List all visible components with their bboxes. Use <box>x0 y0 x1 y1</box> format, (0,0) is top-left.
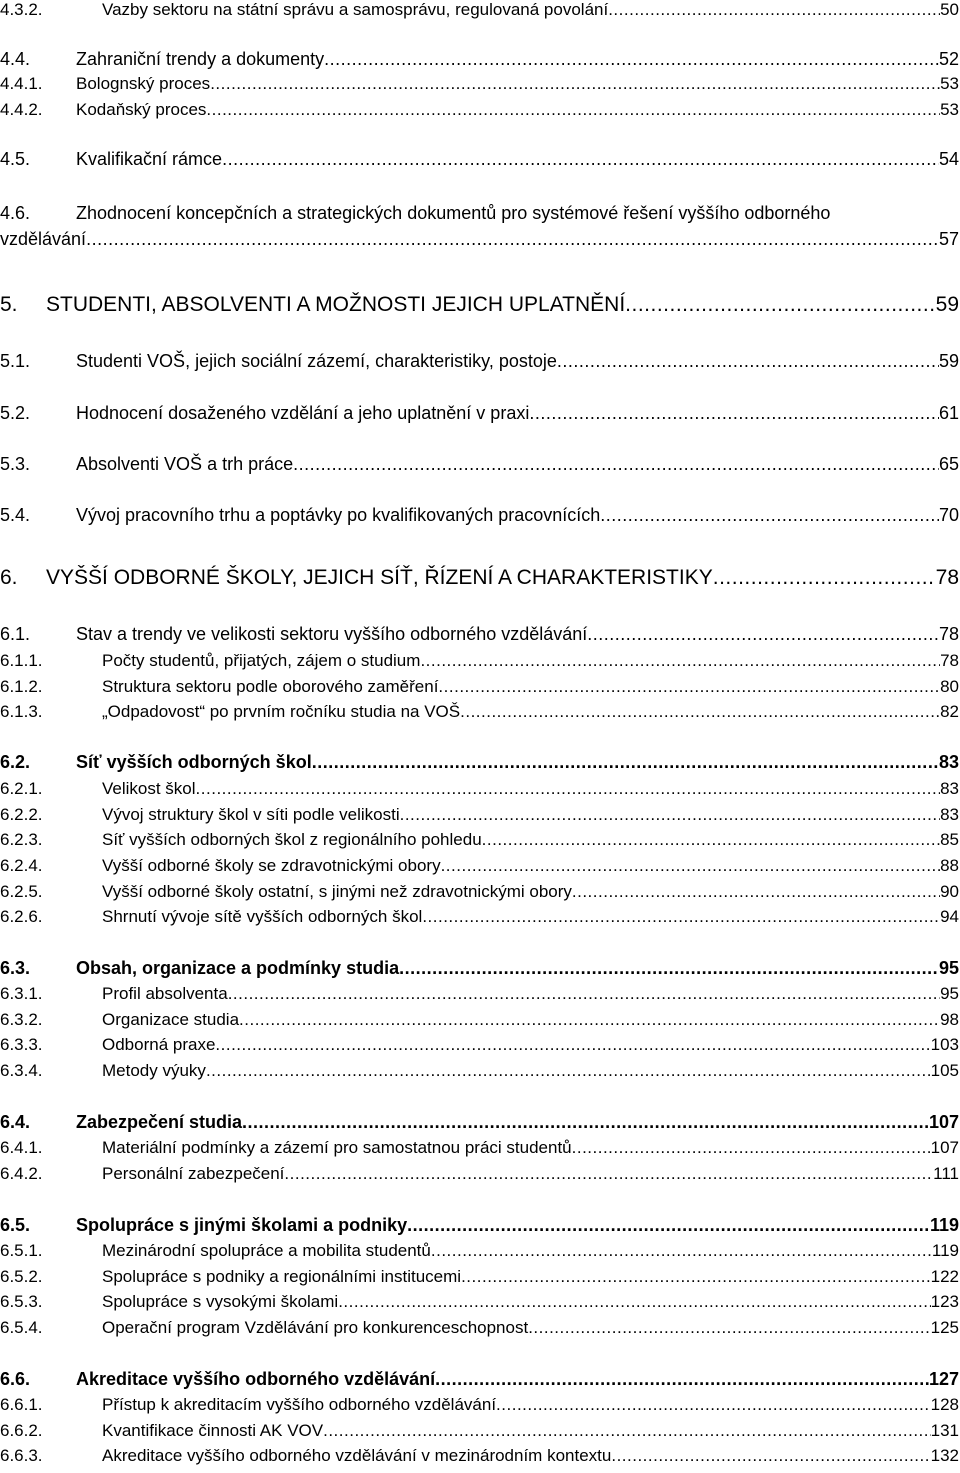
toc-title: Velikost škol <box>102 779 196 798</box>
toc-page: 59 <box>935 293 959 316</box>
toc-leader <box>400 805 940 825</box>
toc-leader <box>431 1241 932 1261</box>
toc-entry-6-1-2[interactable] <box>0 677 959 697</box>
toc-entry-4-4-1[interactable] <box>0 74 959 94</box>
toc-number: 5.2. <box>0 403 31 423</box>
toc-number: 6.4. <box>0 1112 31 1132</box>
toc-page: 53 <box>940 100 959 119</box>
toc-entry-6-1-3[interactable] <box>0 702 959 722</box>
toc-number: 6.1.2. <box>0 677 43 696</box>
toc-leader <box>482 830 940 850</box>
toc-leader <box>572 1138 931 1158</box>
toc-title: Metody výuky <box>102 1061 206 1080</box>
toc-number: 6.3.4. <box>0 1061 43 1080</box>
toc-leader <box>528 1318 930 1338</box>
toc-entry-6-2-6[interactable] <box>0 907 959 927</box>
toc-leader <box>196 779 941 799</box>
toc-number: 6.6.2. <box>0 1421 43 1440</box>
toc-entry-6-2-4[interactable] <box>0 856 959 876</box>
toc-leader <box>399 958 939 979</box>
toc-number: 4.4. <box>0 49 31 69</box>
toc-page: 80 <box>940 677 959 696</box>
toc-number: 5.1. <box>0 351 31 371</box>
toc-page: 105 <box>930 1061 959 1080</box>
toc-page: 95 <box>940 984 959 1003</box>
toc-title: Přístup k akreditacím vyššího odborného vzdělávání <box>102 1395 497 1414</box>
toc-page: 54 <box>938 149 959 169</box>
toc-leader <box>210 74 940 94</box>
toc-number: 5.3. <box>0 454 31 474</box>
toc-entry-6[interactable] <box>0 566 959 590</box>
toc-leader <box>600 505 939 526</box>
toc-leader <box>557 351 939 372</box>
toc-title: „Odpadovost“ po prvním ročníku studia na VOŠ <box>102 702 461 721</box>
toc-title: Akreditace vyššího odborného vzdělávání <box>76 1369 436 1389</box>
toc-leader <box>407 1215 930 1236</box>
toc-title: Personální zabezpečení <box>102 1164 285 1183</box>
toc-entry-6-3-4[interactable] <box>0 1061 959 1081</box>
toc-leader <box>312 752 939 773</box>
toc-title: Bolognský proces <box>76 74 211 93</box>
toc-entry-5-4[interactable] <box>0 505 959 526</box>
toc-title: Organizace studia <box>102 1010 240 1029</box>
toc-leader <box>441 856 941 876</box>
toc-page: 128 <box>930 1395 959 1414</box>
toc-entry-6-5[interactable] <box>0 1215 959 1236</box>
toc-leader <box>461 1267 931 1287</box>
toc-page: 53 <box>940 74 959 93</box>
toc-number: 6.3.2. <box>0 1010 43 1029</box>
toc-number: 5. <box>0 293 18 316</box>
toc-entry-6-5-3[interactable] <box>0 1292 959 1312</box>
toc-entry-6-2-5[interactable] <box>0 882 959 902</box>
toc-number: 6.2.1. <box>0 779 43 798</box>
toc-entry-5-2[interactable] <box>0 403 959 424</box>
toc-page: 94 <box>940 907 959 926</box>
toc-title: Zhodnocení koncepčních a strategických dokumentů pro systémové řešení vyššího odborného <box>76 203 831 223</box>
toc-title-continuation: vzdělávání <box>0 229 87 249</box>
toc-entry-4-4-2[interactable] <box>0 100 959 120</box>
toc-number: 6.2.6. <box>0 907 43 926</box>
toc-entry-6-6[interactable] <box>0 1369 959 1390</box>
toc-number: 6.5.3. <box>0 1292 43 1311</box>
toc-entry-6-1[interactable] <box>0 624 959 645</box>
toc-entry-6-6-3[interactable] <box>0 1446 959 1466</box>
toc-number: 6.2.3. <box>0 830 43 849</box>
toc-title: Síť vyšších odborných škol <box>76 752 312 772</box>
toc-title: Zahraniční trendy a dokumenty <box>76 49 325 69</box>
toc-entry-6-5-2[interactable] <box>0 1267 959 1287</box>
toc-entry-4-5[interactable] <box>0 149 959 170</box>
toc-number: 6.3.1. <box>0 984 43 1003</box>
toc-title: Kvantifikace činnosti AK VOV <box>102 1421 324 1440</box>
toc-entry-6-3-3[interactable] <box>0 1035 959 1055</box>
toc-entry-6-1-1[interactable] <box>0 651 959 671</box>
toc-leader <box>438 677 940 697</box>
toc-number: 6.2. <box>0 752 31 772</box>
toc-leader <box>242 1112 929 1133</box>
toc-page: 107 <box>930 1138 959 1157</box>
toc-page: 132 <box>930 1446 959 1465</box>
toc-title: Spolupráce s vysokými školami <box>102 1292 339 1311</box>
toc-page: 61 <box>938 403 959 423</box>
toc-title: Vazby sektoru na státní správu a samosprávu, regulovaná povolání <box>102 0 609 19</box>
toc-page: 78 <box>938 624 959 644</box>
toc-entry-4-4[interactable] <box>0 49 959 70</box>
toc-leader <box>420 651 940 671</box>
toc-leader <box>323 1421 931 1441</box>
toc-number: 6.5.2. <box>0 1267 43 1286</box>
toc-title: Studenti VOŠ, jejich sociální zázemí, charakteristiky, postoje <box>76 351 557 371</box>
toc-entry-6-4-2[interactable] <box>0 1164 959 1184</box>
toc-number: 6.5.1. <box>0 1241 43 1260</box>
toc-title: Absolventi VOŠ a trh práce <box>76 454 294 474</box>
toc-entry-6-3-1[interactable] <box>0 984 959 1004</box>
toc-page: 78 <box>935 566 959 589</box>
toc-leader <box>228 984 940 1004</box>
toc-number: 6.1. <box>0 624 31 644</box>
toc-number: 6. <box>0 566 18 589</box>
toc-entry-6-3-2[interactable] <box>0 1010 959 1030</box>
toc-leader <box>611 1446 930 1466</box>
toc-page: 98 <box>940 1010 959 1029</box>
toc-entry-6-2[interactable] <box>0 752 959 773</box>
toc-page: 83 <box>940 805 959 824</box>
toc-number: 6.4.2. <box>0 1164 43 1183</box>
toc-page: 125 <box>930 1318 959 1337</box>
toc-number: 6.3. <box>0 958 31 978</box>
toc-title: Spolupráce s jinými školami a podniky <box>76 1215 408 1235</box>
toc-page: 119 <box>931 1241 959 1260</box>
toc-title: Hodnocení dosaženého vzdělání a jeho uplatnění v praxi <box>76 403 530 423</box>
toc-entry-6-5-4[interactable] <box>0 1318 959 1338</box>
toc-leader <box>222 149 939 170</box>
toc-entry-6-2-3[interactable] <box>0 830 959 850</box>
toc-title: Operační program Vzdělávání pro konkurenceschopnost <box>102 1318 529 1337</box>
toc-page: 59 <box>938 351 959 371</box>
toc-leader <box>496 1395 931 1415</box>
toc-entry-4-6-continuation[interactable] <box>0 229 959 250</box>
toc-page: 119 <box>929 1215 959 1235</box>
toc-number: 6.6.1. <box>0 1395 43 1414</box>
toc-page: 122 <box>930 1267 959 1286</box>
toc-title: Profil absolventa <box>102 984 228 1003</box>
toc-title: Odborná praxe <box>102 1035 216 1054</box>
toc-title: Síť vyšších odborných škol z regionálního pohledu <box>102 830 482 849</box>
toc-title: Počty studentů, přijatých, zájem o studium <box>102 651 421 670</box>
toc-entry-5-3[interactable] <box>0 454 959 475</box>
toc-number: 6.3.3. <box>0 1035 43 1054</box>
toc-title: Vývoj struktury škol v síti podle velikosti <box>102 805 400 824</box>
toc-page: 65 <box>938 454 959 474</box>
toc-number: 5.4. <box>0 505 31 525</box>
toc-page: 50 <box>940 0 959 19</box>
toc-entry-5[interactable] <box>0 293 959 317</box>
toc-page: 83 <box>938 752 959 772</box>
toc-page: 131 <box>930 1421 959 1440</box>
toc-number: 4.3.2. <box>0 0 43 19</box>
toc-title: Kodaňský proces <box>76 100 207 119</box>
toc-page: 70 <box>938 505 959 525</box>
toc-leader <box>422 907 940 927</box>
toc-number: 6.5. <box>0 1215 31 1235</box>
toc-number: 4.5. <box>0 149 31 169</box>
toc-leader <box>215 1035 930 1055</box>
toc-leader <box>529 403 939 424</box>
toc-leader <box>284 1164 933 1184</box>
toc-entry-4-3-2[interactable] <box>0 0 959 20</box>
toc-title: STUDENTI, ABSOLVENTI A MOŽNOSTI JEJICH UPLATNĚNÍ <box>46 293 626 316</box>
toc-page: 82 <box>940 702 959 721</box>
toc-title: Mezinárodní spolupráce a mobilita studentů <box>102 1241 431 1260</box>
toc-leader <box>86 229 939 250</box>
toc-entry-5-1[interactable] <box>0 351 959 372</box>
toc-page: 52 <box>938 49 959 69</box>
toc-number: 4.4.1. <box>0 74 43 93</box>
toc-leader <box>206 1061 931 1081</box>
toc-leader <box>293 454 939 475</box>
toc-page: 127 <box>928 1369 959 1389</box>
toc-entry-6-6-2[interactable] <box>0 1421 959 1441</box>
toc-entry-6-3[interactable] <box>0 958 959 979</box>
toc-leader <box>239 1010 940 1030</box>
toc-leader <box>435 1369 929 1390</box>
toc-title: Spolupráce s podniky a regionálními institucemi <box>102 1267 462 1286</box>
toc-number: 6.5.4. <box>0 1318 43 1337</box>
toc-leader <box>587 624 939 645</box>
toc-leader <box>572 882 940 902</box>
toc-title: Stav a trendy ve velikosti sektoru vyššího odborného vzdělávání <box>76 624 588 644</box>
toc-title: Struktura sektoru podle oborového zaměření <box>102 677 439 696</box>
toc-entry-6-5-1[interactable] <box>0 1241 959 1261</box>
toc-page: 83 <box>940 779 959 798</box>
toc-leader <box>460 702 940 722</box>
toc-page: 111 <box>933 1164 959 1183</box>
toc-number: 4.4.2. <box>0 100 43 119</box>
toc-page: 88 <box>940 856 959 875</box>
toc-page: 90 <box>940 882 959 901</box>
toc-leader <box>625 293 935 317</box>
toc-number: 6.1.1. <box>0 651 43 670</box>
toc-page: 107 <box>928 1112 959 1132</box>
toc-leader <box>713 566 936 590</box>
toc-entry-6-6-1[interactable] <box>0 1395 959 1415</box>
toc-number: 6.2.2. <box>0 805 43 824</box>
toc-title: Materiální podmínky a zázemí pro samostatnou práci studentů <box>102 1138 572 1157</box>
toc-page: 78 <box>940 651 959 670</box>
toc-title: Kvalifikační rámce <box>76 149 223 169</box>
toc-number: 4.6. <box>0 203 31 223</box>
toc-entry-6-2-1[interactable] <box>0 779 959 799</box>
toc-number: 6.6. <box>0 1369 31 1389</box>
toc-title: Akreditace vyššího odborného vzdělávání v mezinárodním kontextu <box>102 1446 612 1465</box>
toc-title: VYŠŠÍ ODBORNÉ ŠKOLY, JEJICH SÍŤ, ŘÍZENÍ A CHARAKTERISTIKY <box>46 566 713 589</box>
toc-entry-6-4-1[interactable] <box>0 1138 959 1158</box>
toc-page: 95 <box>938 958 959 978</box>
toc-title: Zabezpečení studia <box>76 1112 243 1132</box>
toc-leader <box>324 49 939 70</box>
toc-entry-6-2-2[interactable] <box>0 805 959 825</box>
toc-number: 6.6.3. <box>0 1446 43 1465</box>
toc-title: Vyšší odborné školy ostatní, s jinými než zdravotnickými obory <box>102 882 572 901</box>
toc-number: 6.2.5. <box>0 882 43 901</box>
toc-leader <box>206 100 940 120</box>
toc-entry-4-6[interactable] <box>0 203 959 224</box>
toc-leader <box>608 0 940 20</box>
toc-page: 85 <box>940 830 959 849</box>
toc-number: 6.4.1. <box>0 1138 43 1157</box>
toc-entry-6-4[interactable] <box>0 1112 959 1133</box>
toc-page: 123 <box>930 1292 959 1311</box>
toc-page: 103 <box>930 1035 959 1054</box>
toc-title: Shrnutí vývoje sítě vyšších odborných škol <box>102 907 423 926</box>
toc-title: Vývoj pracovního trhu a poptávky po kvalifikovaných pracovnících <box>76 505 601 525</box>
toc-leader <box>338 1292 930 1312</box>
toc-title: Vyšší odborné školy se zdravotnickými obory <box>102 856 441 875</box>
toc-number: 6.1.3. <box>0 702 43 721</box>
toc-title: Obsah, organizace a podmínky studia <box>76 958 400 978</box>
toc-page: 57 <box>938 229 959 249</box>
toc-number: 6.2.4. <box>0 856 43 875</box>
